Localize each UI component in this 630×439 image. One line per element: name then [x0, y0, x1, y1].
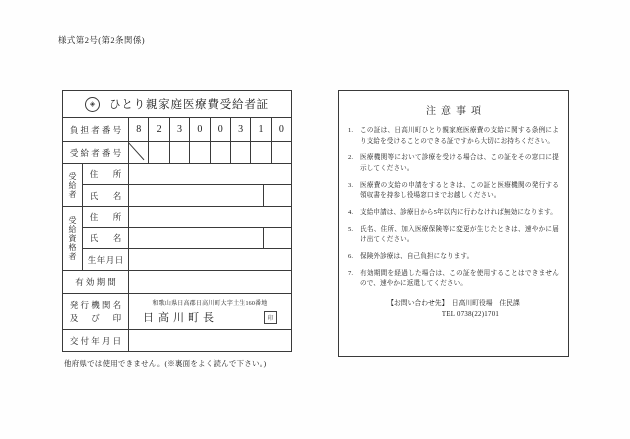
valid-period-row — [63, 271, 291, 294]
notice-item-text: 有効期間を経過した場合は、この証を使用することはできませんので、速やかに返還してください。 — [360, 269, 559, 288]
qualified-person-group — [63, 207, 291, 271]
payer-digit: 3 — [231, 118, 251, 141]
notice-item-text: 氏名、住所、加入医療保険等に変更が生じたときは、速やかに届け出てください。 — [360, 225, 559, 244]
recipient-digit — [231, 142, 251, 163]
card-title: ひとり親家庭医療費受給者証 — [109, 99, 269, 111]
qualified-address-row — [83, 207, 291, 228]
issuer-name-line — [129, 309, 291, 325]
payer-digit: 0 — [278, 124, 284, 135]
qualified-name-row — [83, 228, 291, 249]
issuer-address: 和歌山県日高郡日高川町大字土生160番地 — [152, 301, 268, 307]
valid-period-label: 有効期間 — [63, 271, 129, 293]
qualified-birthdate-label: 生年月日 — [83, 249, 129, 270]
qualified-person-group-rows — [83, 207, 291, 270]
qualified-address-value[interactable] — [129, 207, 291, 227]
payer-number-label: 負担者番号 — [63, 118, 129, 141]
payer-number-digits — [129, 118, 291, 141]
contact-label: 【お問い合わせ先】 — [387, 300, 445, 308]
notice-item-text: 医療機関等において診療を受ける場合は、この証をその窓口に提示してください。 — [360, 154, 559, 173]
notice-item-number: 3. — [348, 181, 354, 189]
notice-item-number: 1. — [348, 127, 354, 134]
notice-title: 注意事項 — [426, 106, 486, 117]
issuer-label-line1: 発行機関名 — [69, 300, 124, 311]
issuer-label-line2: 及 び 印 — [69, 312, 124, 323]
recipient-group-rows — [83, 164, 291, 206]
payer-digit: 2 — [149, 118, 169, 141]
contact-tel: TEL 0738(22)1701 — [441, 310, 500, 318]
recipient-digit — [190, 142, 210, 163]
notice-item — [348, 225, 559, 246]
recipient-group-label: 受給者 — [63, 164, 83, 206]
recipient-digit — [251, 142, 271, 163]
qualified-name-value[interactable] — [129, 228, 291, 248]
recipient-number-label: 受給者番号 — [63, 142, 129, 163]
notice-item-text: この証は、日高川町ひとり親家庭医療費の支給に関する条例により支給を受けることのできる証ですから大切にお持ちください。 — [360, 127, 559, 145]
qualified-person-group-label: 受給資格者 — [63, 207, 83, 270]
town-crest-icon: ◈ — [85, 97, 100, 112]
recipient-group — [63, 164, 291, 207]
recipient-name-label: 氏 名 — [83, 185, 129, 206]
recipient-name-seal-cell — [263, 185, 291, 206]
notice-item — [348, 126, 559, 147]
card-footer-note: 他府県では使用できません。(※裏面をよく読んで下さい。) — [64, 359, 267, 368]
valid-period-value[interactable] — [129, 271, 291, 293]
notice-item — [348, 269, 559, 290]
notice-item — [348, 208, 559, 219]
qualified-birthdate-row — [83, 249, 291, 270]
recipient-address-row — [83, 164, 291, 185]
notice-item — [348, 153, 559, 174]
notice-item-number: 4. — [348, 209, 354, 217]
contact-block — [348, 299, 559, 321]
notice-item-number: 5. — [348, 225, 354, 233]
qualified-address-label: 住 所 — [83, 207, 129, 227]
recipient-name-value[interactable] — [129, 185, 291, 206]
recipient-name-row — [83, 185, 291, 206]
notice-panel — [338, 90, 569, 357]
recipient-digit — [272, 142, 291, 163]
certificate-card — [62, 90, 292, 352]
payer-digit: 0 — [190, 118, 210, 141]
notice-item-text: 支給申請は、診療日から5年以内に行わなければ無効になります。 — [360, 209, 557, 217]
notice-item-number: 6. — [348, 253, 354, 261]
issuer-name: 日高川町長 — [143, 312, 218, 324]
recipient-digit — [211, 142, 231, 163]
contact-line — [387, 300, 520, 307]
issued-date-label: 交付年月日 — [63, 330, 129, 351]
notice-item — [348, 252, 559, 263]
notice-item-text: 医療費の支給の申請をするときは、この証と医療機関の発行する領収書を持参し役場窓口までお越しください。 — [360, 181, 559, 200]
payer-digit: 0 — [211, 118, 231, 141]
issuer-row — [63, 294, 291, 330]
issuer-body — [129, 294, 291, 329]
recipient-digit — [170, 142, 190, 163]
contact-office: 日高川町役場 住民課 — [451, 300, 520, 308]
qualified-name-label: 氏 名 — [83, 228, 129, 248]
notice-item — [348, 181, 559, 202]
recipient-number-digits — [129, 142, 291, 163]
payer-number-row — [63, 118, 291, 142]
notice-item-text: 保険外診療は、自己負担になります。 — [360, 253, 474, 261]
recipient-digit — [149, 142, 169, 163]
recipient-address-label: 住 所 — [83, 164, 129, 184]
card-title-row — [63, 91, 291, 118]
official-seal-icon: 印 — [264, 311, 277, 324]
form-number: 様式第2号(第2条関係) — [58, 35, 145, 45]
issuer-label — [63, 294, 129, 329]
issued-date-value[interactable] — [129, 330, 291, 351]
notice-item-number: 2. — [348, 154, 354, 162]
recipient-address-value[interactable] — [129, 164, 291, 184]
qualified-birthdate-value[interactable] — [129, 249, 291, 270]
notice-item-number: 7. — [348, 269, 354, 277]
qualified-name-seal-cell — [263, 228, 291, 248]
payer-digit: 8 — [129, 118, 149, 141]
recipient-number-row — [63, 142, 291, 164]
payer-digit: 3 — [170, 118, 190, 141]
recipient-digit — [129, 142, 149, 163]
issued-date-row — [63, 330, 291, 351]
payer-digit: 1 — [251, 118, 271, 141]
